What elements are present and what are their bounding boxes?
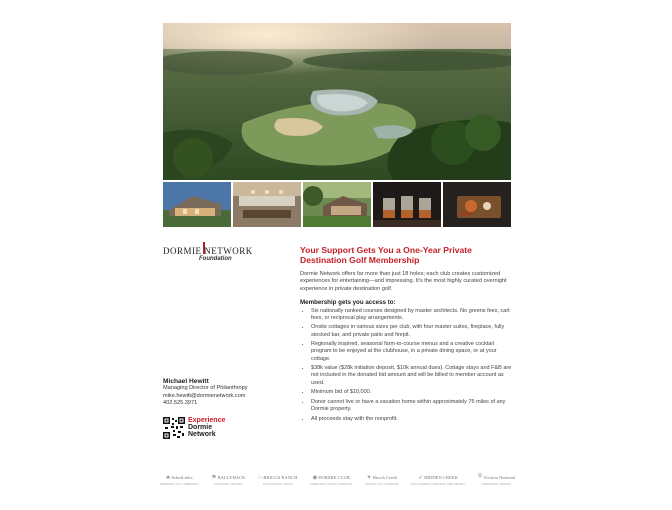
partner-logo: ✦ Hirsch Creek KANSAS CITY, MISSOURI	[364, 475, 399, 486]
partner-logos-row	[160, 471, 515, 489]
benefits-list	[300, 308, 512, 423]
contact-name: Michael Hewitt	[163, 378, 209, 385]
food-board-photo	[443, 182, 511, 227]
partner-logo: ♣ ArborLinks NEBRASKA CITY, NEBRASKA	[160, 474, 199, 486]
experience-line1: Experience	[188, 417, 226, 424]
experience-line2: Dormie	[188, 424, 213, 432]
shield-icon: ⛨	[477, 474, 483, 480]
experience-line3: Network	[188, 431, 216, 439]
benefit-item: • Onsite cottages in various sizes per club, with four master suites, fireplace, fully stocked bar, and private patio and firepit.	[311, 324, 512, 338]
partner-logo: ⚑ BALLYHACK ROANOKE, VIRGINIA	[211, 475, 246, 486]
partner-logo: ◆ DORMIE CLUB PINEHURST, NORTH CAROLINA	[310, 475, 353, 486]
clubhouse-exterior-photo	[163, 182, 231, 227]
benefit-item: • Regionally inspired, seasonal farm-to-course menus and a creative cocktail program to be enjoyed at the clubhouse, in a private dining space, or at your cottage.	[311, 341, 512, 363]
thumbnail-strip	[163, 182, 511, 227]
dormie-network-logo	[163, 242, 263, 266]
content-column	[300, 245, 512, 425]
intro-paragraph: Dormie Network offers far more than just 18 holes; each club creates customized experiences for entertaining—and impressing. It's the most highly curated overnight experience in private destination golf.	[300, 270, 507, 292]
whiskey-glasses-photo	[373, 182, 441, 227]
partner-logo: ➶ HIDDEN CREEK EGG HARBOR TOWNSHIP, NEW JERSEY	[411, 475, 466, 486]
cottage-exterior-photo	[303, 182, 371, 227]
flag-icon: ⚑	[211, 475, 217, 481]
logo-wordmark: DORMIE NETWORK	[163, 246, 253, 256]
benefit-item: • $38k value ($28k initiation deposit, $10k annual dues). Cottage stays and F&B are not included in the donated bid amount and will be billed to member account as used.	[311, 365, 512, 387]
tree-icon: ♣	[166, 474, 171, 481]
benefit-item: • Donor cannot live or have a vacation home within approximately 75 miles of any Dormie property.	[311, 399, 512, 413]
bar-interior-photo	[233, 182, 301, 227]
contact-email[interactable]: mike.hewitt@dormienetwork.com	[163, 392, 246, 399]
horseshoe-icon: ∩	[258, 474, 263, 481]
contact-title: Managing Director of Philanthropy	[163, 385, 248, 392]
contact-block	[163, 378, 283, 408]
partner-logo: ∩ BRIGGS RANCH SAN ANTONIO, TEXAS	[258, 474, 298, 486]
hero-golf-course-image	[163, 23, 511, 180]
benefit-item: • All proceeds stay with the nonprofit.	[311, 416, 512, 423]
logo-subtitle: Foundation	[199, 256, 232, 262]
benefit-item: • Minimum bid of $10,000.	[311, 389, 512, 396]
bird-icon: ➶	[418, 475, 424, 481]
benefit-item: • Six nationally ranked courses designed by master architects. No greens fees, cart fees, or reciprocal play arrangements.	[311, 308, 512, 322]
membership-heading: Membership gets you access to:	[300, 298, 396, 306]
deer-icon: ✦	[366, 475, 372, 481]
experience-dormie-network	[188, 417, 225, 439]
crest-icon: ◆	[312, 475, 318, 481]
headline: Your Support Gets You a One-Year Private Destination Golf Membership	[300, 245, 472, 266]
contact-phone: 402.525.3971	[163, 400, 198, 407]
qr-code-icon[interactable]	[163, 417, 185, 439]
partner-logo: ⛨ Victoria National NEWBURGH, INDIANA	[477, 474, 515, 486]
